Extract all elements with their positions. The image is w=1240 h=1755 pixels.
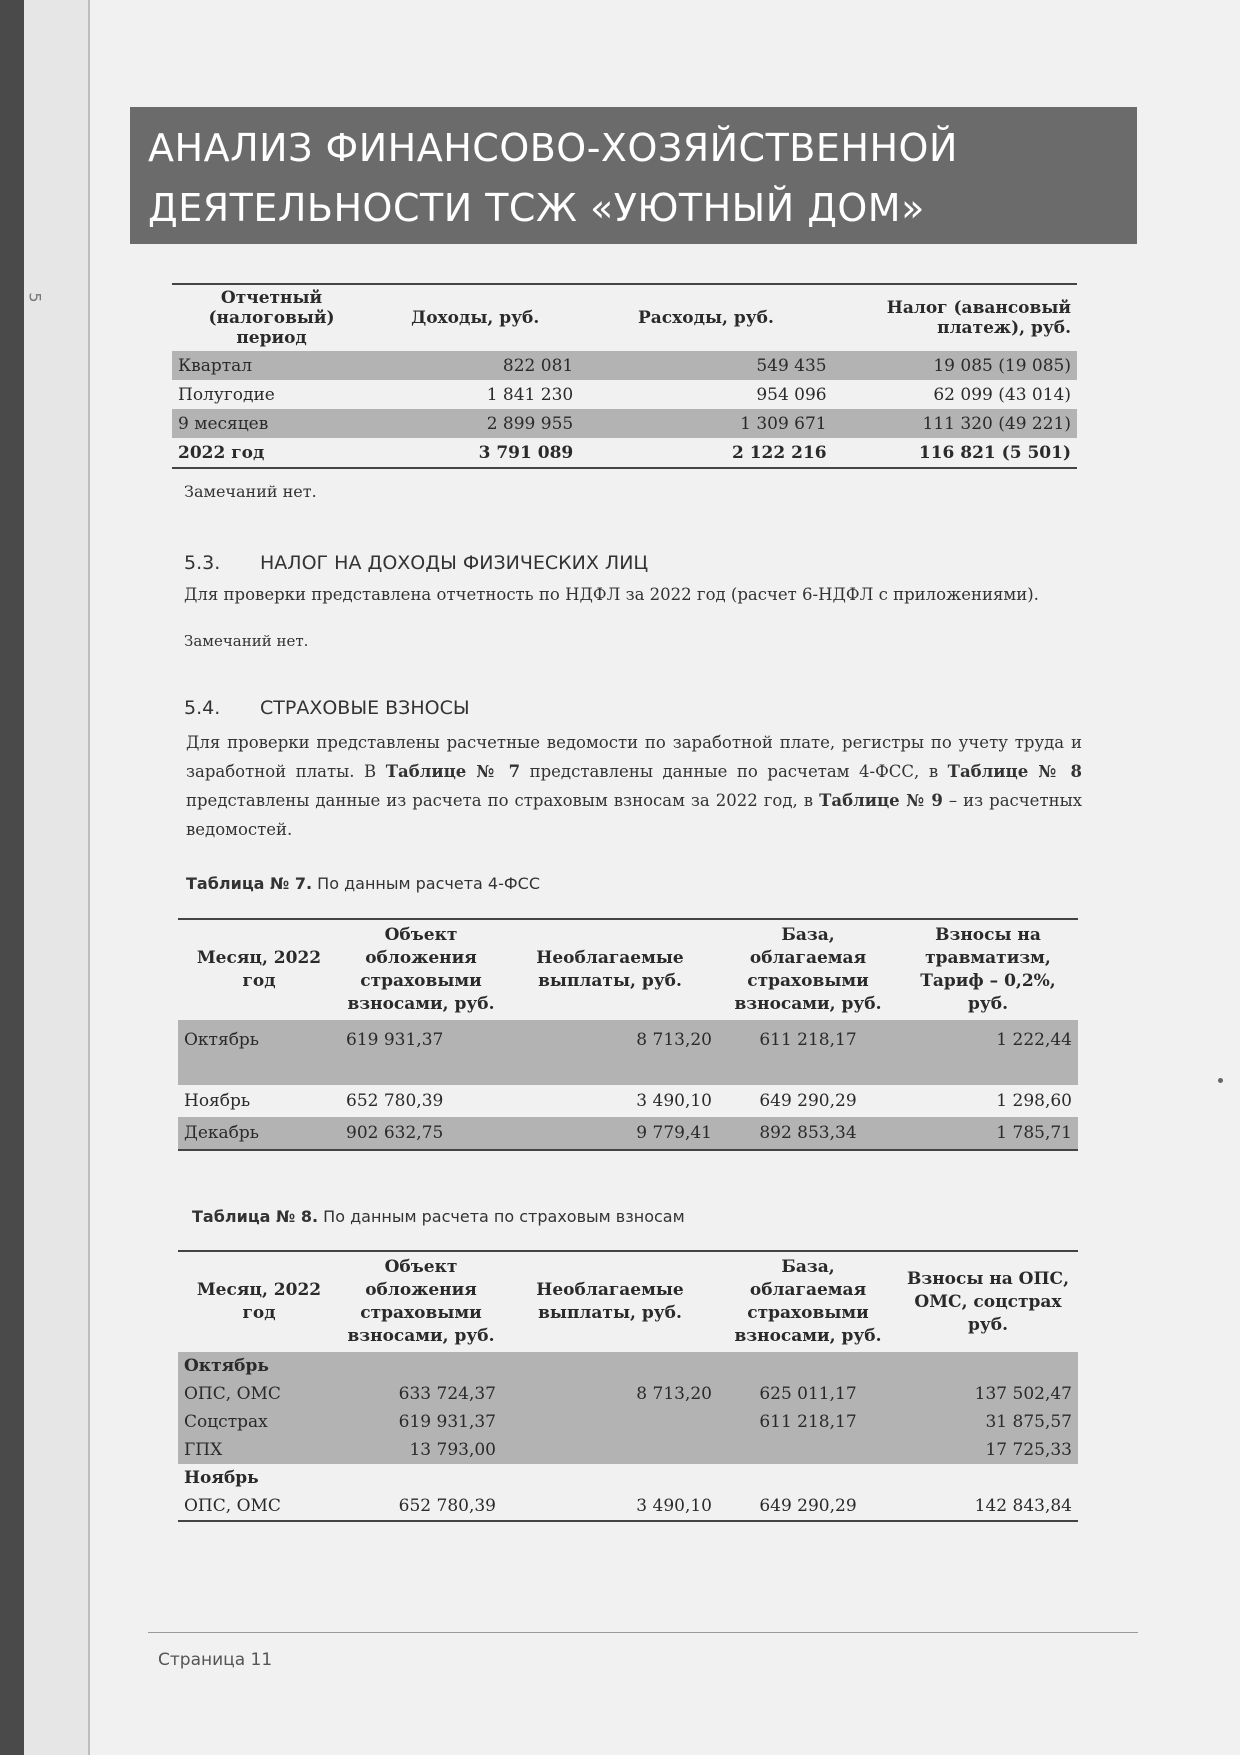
object-cell: 619 931,37 xyxy=(340,1408,502,1436)
income-cell: 822 081 xyxy=(371,351,579,380)
type-cell: ОПС, ОМС xyxy=(184,1496,281,1516)
column-header: База, облагаемая страховыми взносами, руб. xyxy=(734,1257,882,1346)
column-header: Налог (авансовый платеж), руб. xyxy=(886,298,1071,338)
period-cell: 9 месяцев xyxy=(172,409,371,438)
exempt-cell xyxy=(502,1436,718,1464)
object-cell: 652 780,39 xyxy=(398,1496,496,1516)
expenses-cell: 1 309 671 xyxy=(579,409,832,438)
type-cell: ОПС, ОМС xyxy=(178,1380,340,1408)
text-part: – из расчетных ведомостей. xyxy=(186,791,1083,839)
income-cell: 1 841 230 xyxy=(486,384,574,405)
table-row xyxy=(178,1020,1078,1085)
column-header: База, облагаемая страховыми взносами, руб. xyxy=(734,925,882,1014)
column-header: Отчетный (налоговый) период xyxy=(208,288,335,348)
contrib-cell: 31 875,57 xyxy=(898,1408,1078,1436)
previous-page-edge xyxy=(24,0,90,1755)
caption-label: Таблица № 7. xyxy=(186,874,313,893)
exempt-cell: 3 490,10 xyxy=(636,1091,712,1111)
note-no-remarks: Замечаний нет. xyxy=(184,482,317,501)
table-row xyxy=(178,1436,1078,1464)
tax-table xyxy=(172,283,1077,469)
page-number: Страница 11 xyxy=(158,1650,273,1670)
table-ref: Таблице № 7 xyxy=(385,762,521,781)
period-cell: 2022 год xyxy=(178,442,265,463)
base-cell xyxy=(718,1436,898,1464)
table-row xyxy=(178,1408,1078,1436)
exempt-cell xyxy=(502,1408,718,1436)
object-cell: 902 632,75 xyxy=(340,1117,502,1150)
exempt-cell: 8 713,20 xyxy=(502,1380,718,1408)
table-ref: Таблице № 9 xyxy=(819,791,943,810)
table-ref: Таблице № 8 xyxy=(947,762,1082,781)
object-cell: 619 931,37 xyxy=(340,1020,502,1085)
base-cell: 649 290,29 xyxy=(759,1091,857,1111)
table-caption xyxy=(186,874,540,893)
section-text xyxy=(186,728,1082,844)
table-row xyxy=(172,380,1077,409)
base-cell: 649 290,29 xyxy=(759,1496,857,1516)
period-cell: Полугодие xyxy=(178,384,275,405)
column-header: Месяц, 2022 год xyxy=(196,948,322,991)
base-cell: 611 218,17 xyxy=(718,1020,898,1085)
title-line-1: АНАЛИЗ ФИНАНСОВО-ХОЗЯЙСТВЕННОЙ xyxy=(148,126,958,170)
contrib-cell: 142 843,84 xyxy=(974,1496,1072,1516)
type-cell: ГПХ xyxy=(178,1436,340,1464)
month-cell: Октябрь xyxy=(178,1352,340,1380)
table-header-row xyxy=(172,284,1077,351)
text-part: представлены данные из расчета по страховым взносам за 2022 год, в xyxy=(186,791,820,810)
column-header: Необлагаемые выплаты, руб. xyxy=(536,948,684,991)
month-cell: Декабрь xyxy=(178,1117,340,1150)
section-text: Для проверки представлена отчетность по НДФЛ за 2022 год (расчет 6-НДФЛ с приложениями). xyxy=(184,585,1039,604)
income-cell: 3 791 089 xyxy=(478,442,574,463)
exempt-cell: 9 779,41 xyxy=(502,1117,718,1150)
section-title: СТРАХОВЫЕ ВЗНОСЫ xyxy=(260,697,470,719)
column-header: Взносы на ОПС, ОМС, соцстрах руб. xyxy=(907,1268,1069,1335)
tax-cell: 116 821 (5 501) xyxy=(918,442,1071,463)
text-part: представлены данные по расчетам 4-ФСС, в xyxy=(520,762,948,781)
month-cell: Ноябрь xyxy=(184,1091,251,1111)
table-header-row xyxy=(178,1251,1078,1352)
exempt-cell: 3 490,10 xyxy=(636,1496,712,1516)
table-row xyxy=(178,1380,1078,1408)
caption-text: По данным расчета 4-ФСС xyxy=(312,874,540,893)
expenses-cell: 549 435 xyxy=(579,351,832,380)
object-cell: 633 724,37 xyxy=(340,1380,502,1408)
title-line-2: ДЕЯТЕЛЬНОСТИ ТСЖ «УЮТНЫЙ ДОМ» xyxy=(148,186,925,230)
column-header: Необлагаемые выплаты, руб. xyxy=(536,1280,684,1323)
base-cell: 611 218,17 xyxy=(718,1408,898,1436)
type-cell: Соцстрах xyxy=(178,1408,340,1436)
contrib-cell: 17 725,33 xyxy=(898,1436,1078,1464)
expenses-cell: 2 122 216 xyxy=(731,442,827,463)
scan-shadow xyxy=(0,0,24,1755)
table-row xyxy=(178,1117,1078,1150)
tax-cell: 19 085 (19 085) xyxy=(833,351,1077,380)
table-row-total xyxy=(172,438,1077,468)
tax-cell: 62 099 (43 014) xyxy=(933,384,1071,405)
month-cell: Октябрь xyxy=(178,1020,340,1085)
table-row xyxy=(178,1085,1078,1117)
column-header: Месяц, 2022 год xyxy=(196,1280,322,1323)
table-row xyxy=(178,1492,1078,1521)
section-title: НАЛОГ НА ДОХОДЫ ФИЗИЧЕСКИХ ЛИЦ xyxy=(260,552,649,574)
section-note: Замечаний нет. xyxy=(184,632,309,650)
contrib-cell: 1 298,60 xyxy=(996,1091,1072,1111)
income-cell: 2 899 955 xyxy=(371,409,579,438)
scan-speck xyxy=(1218,1078,1223,1083)
margin-mark: 5 xyxy=(25,292,45,303)
caption-text: По данным расчета по страховым взносам xyxy=(318,1207,685,1226)
column-header: Взносы на травматизм, Тариф – 0,2%, руб. xyxy=(920,925,1056,1014)
month-cell: Ноябрь xyxy=(184,1468,259,1488)
object-cell: 652 780,39 xyxy=(346,1091,444,1111)
period-cell: Квартал xyxy=(172,351,371,380)
group-row xyxy=(178,1464,1078,1492)
table-header-row xyxy=(178,919,1078,1020)
text-part: Для проверки представлены расчетные ведомости по заработной плате, регистры по учету труда и заработной платы. В xyxy=(186,733,1082,781)
column-header: Расходы, руб. xyxy=(638,308,774,328)
base-cell: 892 853,34 xyxy=(718,1117,898,1150)
contrib-cell: 1 785,71 xyxy=(898,1117,1078,1150)
footer-divider xyxy=(148,1632,1138,1633)
exempt-cell: 8 713,20 xyxy=(502,1020,718,1085)
contrib-cell: 137 502,47 xyxy=(898,1380,1078,1408)
table-row xyxy=(172,351,1077,380)
table-4fss xyxy=(178,918,1078,1151)
tax-cell: 111 320 (49 221) xyxy=(833,409,1077,438)
contrib-cell: 1 222,44 xyxy=(898,1020,1078,1085)
column-header: Объект обложения страховыми взносами, руб. xyxy=(347,1257,495,1346)
column-header: Объект обложения страховыми взносами, руб. xyxy=(347,925,495,1014)
base-cell: 625 011,17 xyxy=(718,1380,898,1408)
expenses-cell: 954 096 xyxy=(756,384,827,405)
object-cell: 13 793,00 xyxy=(340,1436,502,1464)
caption-label: Таблица № 8. xyxy=(192,1207,319,1226)
group-row xyxy=(178,1352,1078,1380)
section-number: 5.3. xyxy=(184,552,221,574)
table-caption xyxy=(192,1207,685,1226)
column-header: Доходы, руб. xyxy=(411,308,540,328)
page-title xyxy=(148,118,1128,238)
table-row xyxy=(172,409,1077,438)
section-number: 5.4. xyxy=(184,697,221,719)
table-insurance xyxy=(178,1250,1078,1522)
